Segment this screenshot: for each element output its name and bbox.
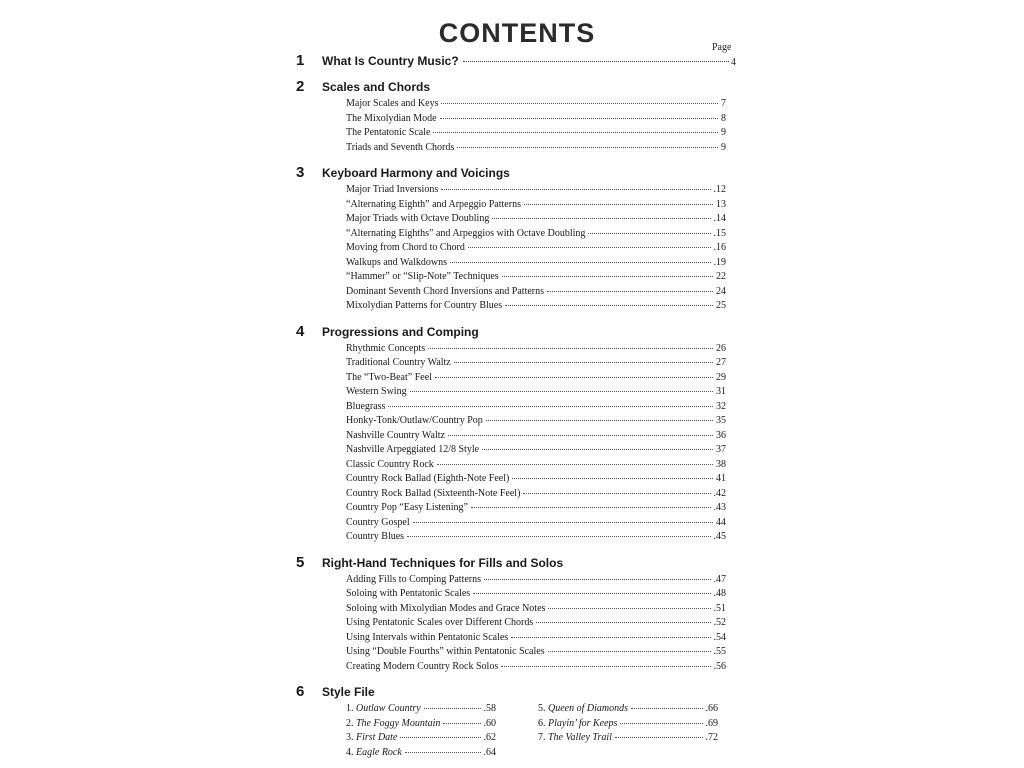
- toc-entry[interactable]: [346, 531, 726, 546]
- dot-leader: [620, 723, 702, 724]
- dot-leader: [463, 61, 729, 62]
- toc-entry[interactable]: [346, 199, 726, 214]
- dot-leader: [484, 579, 710, 580]
- chapter-4: [296, 323, 736, 546]
- entry-page-number: 22: [716, 271, 726, 282]
- entry-page-number: 13: [716, 198, 726, 210]
- dot-leader: [450, 262, 711, 263]
- dot-leader: [471, 507, 711, 508]
- entry-title: Using Intervals within Pentatonic Scales: [346, 631, 509, 643]
- entry-title: Nashville Country Waltz: [346, 429, 445, 441]
- dot-leader: [588, 233, 710, 234]
- toc-entry[interactable]: [346, 459, 726, 474]
- entry-title: The Mixolydian Mode: [346, 112, 437, 124]
- dot-leader: [448, 435, 713, 436]
- style-file-columns: [346, 703, 726, 761]
- entry-page-number: .54: [713, 631, 726, 643]
- dot-leader: [548, 651, 711, 652]
- toc-entry[interactable]: [346, 228, 726, 243]
- entry-page-number: 25: [716, 300, 726, 311]
- dot-leader: [440, 118, 718, 119]
- toc-entry[interactable]: [346, 257, 726, 272]
- style-entry-label: [538, 703, 628, 714]
- toc-entry[interactable]: [346, 113, 726, 128]
- dot-leader: [473, 593, 710, 594]
- toc-entry[interactable]: [346, 632, 726, 647]
- entry-page-number: .42: [713, 487, 726, 499]
- entry-page-number: 29: [716, 371, 726, 383]
- entry-page-number: .66: [705, 703, 718, 714]
- dot-leader: [405, 752, 481, 753]
- chapter-3: [296, 164, 736, 315]
- style-entry-label: [346, 732, 397, 743]
- toc-entry[interactable]: [346, 603, 726, 618]
- chapter-number: 4: [296, 322, 305, 340]
- entry-page-number: 24: [716, 285, 726, 297]
- entry-page-number: .60: [483, 717, 496, 729]
- toc-entry[interactable]: [346, 98, 726, 113]
- dot-leader: [433, 132, 718, 133]
- style-file-column-right: [538, 703, 718, 761]
- dot-leader: [424, 708, 481, 709]
- dot-leader: [512, 478, 713, 479]
- toc-entry[interactable]: [346, 617, 726, 632]
- toc-entry[interactable]: [346, 517, 726, 532]
- toc-entry[interactable]: [346, 184, 726, 199]
- dot-leader: [454, 362, 713, 363]
- entry-page-number: 9: [721, 127, 726, 138]
- entry-page-number: .72: [705, 732, 718, 743]
- dot-leader: [502, 276, 713, 277]
- dot-leader: [615, 737, 703, 738]
- style-entry-number: 3.: [346, 732, 354, 743]
- toc-entry[interactable]: [346, 646, 726, 661]
- entry-title: Using Pentatonic Scales over Different Chords: [346, 617, 534, 628]
- entry-title: Bluegrass: [346, 400, 386, 412]
- dot-leader: [523, 493, 710, 494]
- style-entry-number: 7.: [538, 732, 546, 743]
- style-entry-title: Eagle Rock: [356, 746, 402, 758]
- entry-title: Using “Double Fourths” within Pentatonic Scales: [346, 646, 545, 657]
- chapter-page-number: 4: [731, 57, 736, 68]
- style-entry-label: [346, 718, 440, 729]
- dot-leader: [501, 666, 710, 667]
- page-title: CONTENTS: [438, 18, 596, 48]
- style-entry-label: [538, 718, 617, 729]
- dot-leader: [486, 420, 713, 421]
- entry-page-number: 44: [716, 516, 726, 528]
- chapter-heading[interactable]: [296, 323, 736, 343]
- toc-entry[interactable]: [346, 372, 726, 387]
- page-column-label: Page: [712, 42, 732, 53]
- entry-title: Rhythmic Concepts: [346, 342, 426, 354]
- style-entry-label: [538, 732, 612, 743]
- chapter-title: Style File: [322, 685, 375, 699]
- entry-title: Country Gospel: [346, 516, 410, 528]
- dot-leader: [631, 708, 703, 709]
- dot-leader: [492, 218, 710, 219]
- entry-page-number: .62: [483, 732, 496, 743]
- entry-page-number: .64: [483, 746, 496, 758]
- entry-page-number: .55: [713, 646, 726, 657]
- style-entry-title: The Foggy Mountain: [356, 717, 441, 729]
- entry-page-number: 27: [716, 357, 726, 368]
- entry-page-number: .14: [713, 213, 726, 224]
- entry-page-number: .15: [713, 227, 726, 239]
- entry-title: Western Swing: [346, 386, 407, 397]
- toc-entry[interactable]: [346, 357, 726, 372]
- entry-page-number: 32: [716, 400, 726, 412]
- style-file-entry[interactable]: [538, 703, 718, 718]
- entry-title: “Alternating Eighths” and Arpeggios with Octave Doubling: [346, 227, 586, 239]
- toc-entry[interactable]: [346, 271, 726, 286]
- style-entry-number: 6.: [538, 717, 546, 729]
- entry-page-number: .12: [713, 184, 726, 195]
- chapter-heading[interactable]: [296, 52, 736, 72]
- entry-title: Creating Modern Country Rock Solos: [346, 660, 499, 672]
- toc-entry[interactable]: [346, 386, 726, 401]
- chapter-heading[interactable]: [296, 683, 736, 703]
- chapter-number: 6: [296, 683, 305, 700]
- entry-page-number: .58: [483, 703, 496, 714]
- style-entry-number: 4.: [346, 746, 354, 758]
- entry-list: [346, 98, 726, 156]
- entry-title: Country Blues: [346, 531, 405, 542]
- entry-page-number: 35: [716, 415, 726, 426]
- entry-title: Adding Fills to Comping Patterns: [346, 573, 482, 585]
- dot-leader: [437, 464, 713, 465]
- entry-page-number: .47: [713, 573, 726, 585]
- style-entry-label: [346, 703, 421, 714]
- toc-entry[interactable]: [346, 300, 726, 315]
- style-file-entry[interactable]: [538, 718, 718, 733]
- entry-page-number: 9: [721, 141, 726, 153]
- chapter-title: Right-Hand Techniques for Fills and Solos: [322, 555, 564, 570]
- chapter-5: [296, 554, 736, 676]
- entry-title: Classic Country Rock: [346, 458, 434, 470]
- toc-entry[interactable]: [346, 142, 726, 157]
- toc-entry[interactable]: [346, 488, 726, 503]
- entry-title: Traditional Country Waltz: [346, 357, 451, 368]
- dot-leader: [457, 147, 718, 148]
- dot-leader: [441, 103, 718, 104]
- style-file-entry[interactable]: [538, 732, 718, 747]
- style-file-entry[interactable]: [346, 703, 496, 718]
- style-entry-number: 1.: [346, 703, 354, 714]
- style-entry-title: Queen of Diamonds: [548, 703, 628, 714]
- dot-leader: [547, 291, 713, 292]
- toc-entry[interactable]: [346, 661, 726, 676]
- toc-entry[interactable]: [346, 473, 726, 488]
- chapter-number: 1: [296, 52, 305, 69]
- toc-entry[interactable]: [346, 588, 726, 603]
- chapter-number: 5: [296, 553, 305, 571]
- style-entry-title: Outlaw Country: [356, 703, 421, 714]
- entry-list: [346, 343, 726, 546]
- chapter-title: Keyboard Harmony and Voicings: [322, 166, 510, 180]
- toc-entry[interactable]: [346, 444, 726, 459]
- dot-leader: [524, 204, 713, 205]
- dot-leader: [536, 622, 710, 623]
- entry-page-number: 31: [716, 386, 726, 397]
- style-file-entry[interactable]: [346, 747, 496, 762]
- dot-leader: [407, 536, 710, 537]
- entry-title: Country Rock Ballad (Sixteenth-Note Feel): [346, 487, 521, 499]
- chapter-1: [296, 52, 736, 72]
- chapter-2: [296, 78, 736, 156]
- dot-leader: [428, 348, 713, 349]
- chapter-6: [296, 683, 736, 761]
- entry-title: Soloing with Mixolydian Modes and Grace Notes: [346, 602, 546, 614]
- chapter-number: 3: [296, 164, 305, 181]
- style-entry-label: [346, 747, 402, 758]
- chapter-number: 2: [296, 78, 305, 95]
- style-entry-title: Playin’ for Keeps: [548, 717, 618, 729]
- toc-entry[interactable]: [346, 286, 726, 301]
- entry-list: [346, 184, 726, 315]
- entry-page-number: 26: [716, 342, 726, 354]
- toc-entry[interactable]: [346, 502, 726, 517]
- dot-leader: [505, 305, 713, 306]
- toc-entry[interactable]: [346, 415, 726, 430]
- entry-title: Major Scales and Keys: [346, 98, 439, 109]
- chapter-heading[interactable]: [296, 554, 736, 574]
- dot-leader: [388, 406, 713, 407]
- style-file-column-left: [346, 703, 496, 761]
- style-file-entry[interactable]: [346, 718, 496, 733]
- toc-entry[interactable]: [346, 343, 726, 358]
- chapter-title: Scales and Chords: [322, 80, 431, 94]
- entry-page-number: .52: [713, 617, 726, 628]
- entry-page-number: .51: [713, 602, 726, 614]
- entry-page-number: 41: [716, 473, 726, 484]
- entry-title: Major Triads with Octave Doubling: [346, 213, 490, 224]
- toc-entry[interactable]: [346, 430, 726, 445]
- chapter-title: What Is Country Music?: [322, 54, 459, 68]
- toc-entry[interactable]: [346, 127, 726, 142]
- toc-entry[interactable]: [346, 242, 726, 257]
- style-file-entry[interactable]: [346, 732, 496, 747]
- style-entry-number: 2.: [346, 717, 354, 729]
- dot-leader: [468, 247, 711, 248]
- entry-page-number: .19: [713, 256, 726, 268]
- entry-title: Major Triad Inversions: [346, 184, 439, 195]
- entry-page-number: .45: [713, 531, 726, 542]
- entry-page-number: 8: [721, 112, 726, 124]
- entry-page-number: .43: [713, 502, 726, 513]
- entry-title: Moving from Chord to Chord: [346, 242, 465, 253]
- chapter-title: Progressions and Comping: [322, 324, 479, 339]
- entry-title: “Alternating Eighth” and Arpeggio Patterns: [346, 198, 521, 210]
- entry-title: Nashville Arpeggiated 12/8 Style: [346, 444, 480, 455]
- entry-title: Dominant Seventh Chord Inversions and Patterns: [346, 285, 545, 297]
- dot-leader: [435, 377, 713, 378]
- dot-leader: [410, 391, 713, 392]
- chapter-list: [296, 52, 736, 761]
- dot-leader: [548, 608, 710, 609]
- entry-page-number: 36: [716, 429, 726, 441]
- entry-page-number: .69: [705, 717, 718, 729]
- entry-title: The “Two-Beat” Feel: [346, 371, 432, 383]
- entry-title: Soloing with Pentatonic Scales: [346, 588, 471, 599]
- entry-title: Country Pop “Easy Listening”: [346, 502, 468, 513]
- entry-page-number: .48: [713, 588, 726, 599]
- entry-title: The Pentatonic Scale: [346, 127, 431, 138]
- entry-list: [346, 574, 726, 676]
- style-entry-number: 5.: [538, 703, 546, 714]
- chapter-heading[interactable]: [296, 78, 736, 98]
- entry-title: Mixolydian Patterns for Country Blues: [346, 300, 503, 311]
- dot-leader: [400, 737, 480, 738]
- style-entry-title: First Date: [356, 732, 398, 743]
- toc-entry[interactable]: [346, 574, 726, 589]
- dot-leader: [441, 189, 710, 190]
- dot-leader: [443, 723, 480, 724]
- entry-page-number: 7: [721, 98, 726, 109]
- dot-leader: [511, 637, 710, 638]
- toc-entry[interactable]: [346, 213, 726, 228]
- entry-title: Country Rock Ballad (Eighth-Note Feel): [346, 473, 510, 484]
- entry-title: Honky-Tonk/Outlaw/Country Pop: [346, 415, 483, 426]
- chapter-heading[interactable]: [296, 164, 736, 184]
- entry-page-number: .16: [713, 242, 726, 253]
- entry-title: Walkups and Walkdowns: [346, 256, 447, 268]
- entry-page-number: .56: [713, 660, 726, 672]
- style-entry-title: The Valley Trail: [548, 732, 612, 743]
- dot-leader: [413, 522, 713, 523]
- entry-title: “Hammer” or “Slip-Note” Techniques: [346, 271, 499, 282]
- entry-title: Triads and Seventh Chords: [346, 141, 455, 153]
- dot-leader: [482, 449, 713, 450]
- entry-page-number: 38: [716, 458, 726, 470]
- toc-entry[interactable]: [346, 401, 726, 416]
- entry-page-number: 37: [716, 444, 726, 455]
